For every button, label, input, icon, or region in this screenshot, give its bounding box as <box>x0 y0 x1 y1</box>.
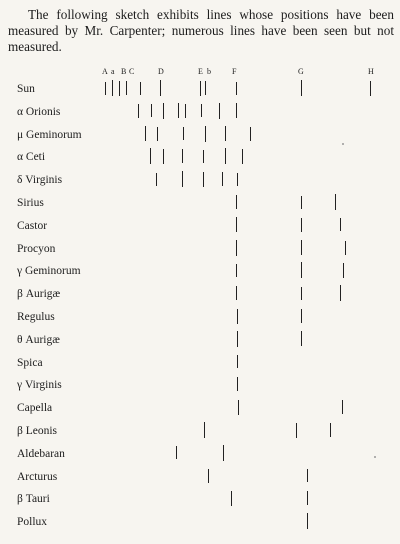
star-name: Aldebaran <box>17 447 65 460</box>
spectral-line <box>225 126 226 141</box>
spectral-line <box>225 148 226 164</box>
spectral-line <box>301 331 302 346</box>
spectral-line <box>236 240 237 256</box>
spectral-line <box>203 150 204 163</box>
spectral-line <box>343 263 344 278</box>
star-name: μ Geminorum <box>17 128 82 141</box>
line-label: E <box>198 67 204 76</box>
star-name: Arcturus <box>17 470 58 483</box>
spectral-line <box>236 82 237 95</box>
spectral-line <box>182 171 183 187</box>
spectral-line <box>204 422 205 438</box>
spectral-line <box>205 81 206 95</box>
line-label: C <box>129 67 135 76</box>
spectral-line <box>208 469 209 483</box>
spectral-line <box>237 355 238 368</box>
paper-speck <box>342 143 344 145</box>
spectral-line <box>238 400 239 415</box>
spectral-line <box>250 127 251 141</box>
intro-paragraph: The following sketch exhibits lines whose positions have been measured by Mr. Carpenter; numerous lines have been seen but not measured. <box>8 7 394 54</box>
spectral-line <box>301 240 302 255</box>
spectral-line <box>301 309 302 323</box>
star-name: θ Aurigæ <box>17 333 60 346</box>
star-name: Sun <box>17 83 35 95</box>
spectral-line <box>151 104 152 117</box>
spectral-line <box>335 194 336 210</box>
spectral-line <box>126 81 127 95</box>
line-label: F <box>232 67 237 76</box>
spectral-line <box>176 446 177 459</box>
spectral-line <box>301 196 302 209</box>
star-name: Pollux <box>17 516 48 529</box>
spectral-line <box>205 126 206 142</box>
star-name: γ Geminorum <box>17 265 81 278</box>
spectral-line <box>200 81 201 96</box>
spectral-line <box>119 81 120 96</box>
paper-speck <box>374 456 376 458</box>
star-name: δ Virginis <box>17 174 63 187</box>
spectral-line <box>236 286 237 300</box>
spectral-line <box>237 377 238 391</box>
spectral-line <box>140 82 141 95</box>
spectral-line <box>301 218 302 232</box>
spectral-line <box>237 331 238 347</box>
spectral-line <box>236 217 237 232</box>
line-label: a <box>111 67 116 76</box>
spectral-line <box>112 80 113 96</box>
spectral-line <box>203 172 204 187</box>
star-name: Spica <box>17 356 43 369</box>
spectral-line <box>242 149 243 164</box>
spectral-line <box>160 80 161 96</box>
spectral-line <box>145 126 146 141</box>
star-name: Castor <box>17 219 48 232</box>
spectral-line <box>157 127 158 141</box>
spectral-line <box>307 469 308 482</box>
line-label: G <box>298 67 305 76</box>
spectral-line <box>178 103 179 118</box>
star-name: Sirius <box>17 197 44 209</box>
spectral-line <box>182 149 183 163</box>
star-name: Capella <box>17 402 53 415</box>
spectral-line <box>345 241 346 255</box>
star-name: α Ceti <box>17 151 46 164</box>
line-label: B <box>121 67 127 76</box>
spectral-line <box>231 491 232 506</box>
spectral-line <box>236 195 237 209</box>
star-name: γ Virginis <box>17 379 62 392</box>
spectral-line <box>370 81 371 96</box>
spectral-line <box>163 103 164 119</box>
spectral-line <box>183 127 184 140</box>
spectral-line <box>163 149 164 164</box>
spectral-line <box>296 423 297 438</box>
star-name: α Orionis <box>17 105 61 118</box>
line-label: A <box>102 67 109 76</box>
spectral-line <box>307 491 308 505</box>
spectral-line <box>307 513 308 529</box>
star-name: β Leonis <box>17 425 58 437</box>
spectral-line <box>223 445 224 461</box>
star-name: β Aurigæ <box>17 288 61 301</box>
spectral-line <box>301 262 302 278</box>
spectral-line <box>301 287 302 300</box>
star-name: β Tauri <box>17 493 50 506</box>
line-label: D <box>158 67 165 76</box>
spectral-line <box>222 172 223 186</box>
spectral-line <box>150 148 151 164</box>
line-label: b <box>207 67 212 76</box>
spectral-line <box>237 173 238 186</box>
spectral-line <box>237 309 238 324</box>
spectral-line <box>342 400 343 414</box>
star-name: Procyon <box>17 242 56 255</box>
spectral-line <box>105 82 106 95</box>
star-name: Regulus <box>17 311 55 323</box>
spectral-line <box>330 423 331 437</box>
spectral-line <box>236 103 237 118</box>
line-label: H <box>368 67 375 76</box>
spectral-line <box>219 103 220 119</box>
spectral-line <box>156 173 157 186</box>
spectral-line <box>340 218 341 231</box>
spectral-line <box>138 104 139 118</box>
spectral-line <box>301 80 302 96</box>
spectral-line <box>185 104 186 118</box>
spectral-line <box>236 264 237 277</box>
spectral-line <box>340 285 341 301</box>
spectral-line <box>201 104 202 117</box>
